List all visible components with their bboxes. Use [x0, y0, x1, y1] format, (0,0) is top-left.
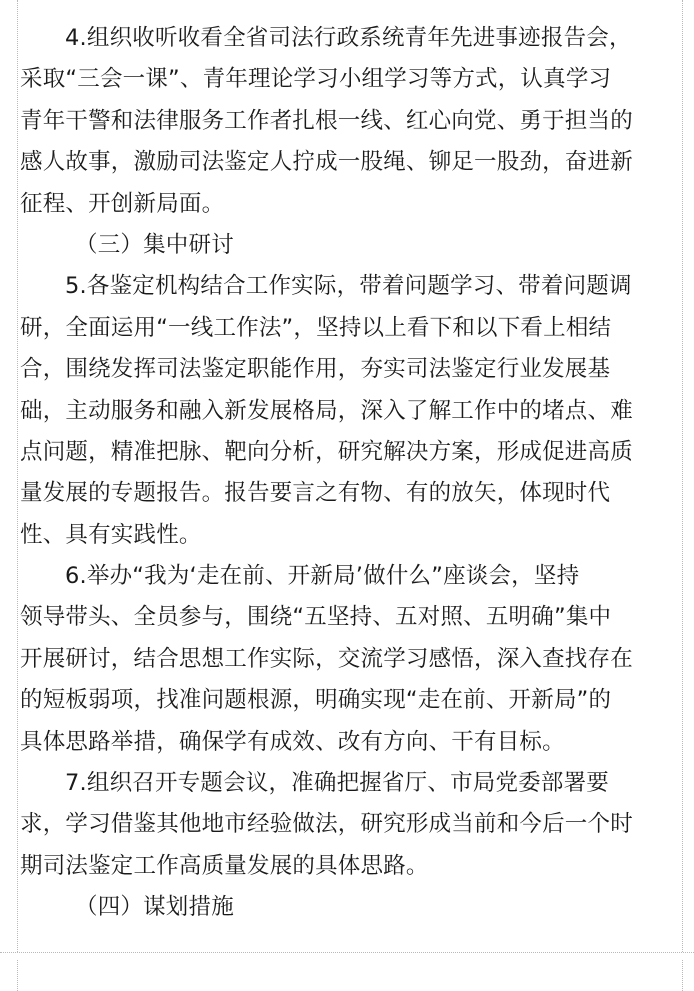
right-margin-guide: [682, 0, 683, 952]
paragraph-6-line: 领导带头、全员参与，围绕“五坚持、五对照、五明确”集中: [20, 604, 612, 631]
paragraph-7-line: 7.组织召开专题会议，准确把握省厅、市局党委部署要: [65, 770, 609, 797]
next-page-left-guide: [17, 960, 18, 991]
document-body[interactable]: [20, 18, 680, 929]
left-margin-guide: [17, 0, 18, 952]
paragraph-4-line: 征程、开创新局面。: [20, 190, 225, 217]
page-break-guide: [0, 952, 694, 953]
paragraph-5-line: 量发展的专题报告。报告要言之有物、有的放矢，体现时代: [20, 480, 611, 507]
next-page-right-guide: [682, 960, 683, 991]
paragraph-5-line: 研，全面运用“一线工作法”，坚持以上看下和以下看上相结: [20, 314, 612, 341]
paragraph-4-line: 4.组织收听收看全省司法行政系统青年先进事迹报告会，: [65, 25, 632, 51]
section-heading-4: （四）谋划措施: [75, 894, 234, 921]
paragraph-6-line: 的短板弱项，找准问题根源，明确实现“走在前、开新局”的: [20, 687, 612, 714]
paragraph-4-line: 青年干警和法律服务工作者扎根一线、红心向党、勇于担当的: [20, 107, 633, 134]
paragraph-5-line: 性、具有实践性。: [20, 521, 202, 548]
paragraph-7-line: 期司法鉴定工作高质量发展的具体思路。: [20, 852, 429, 879]
section-heading-3: （三）集中研讨: [75, 231, 234, 258]
paragraph-4-line: 感人故事，激励司法鉴定人拧成一股绳、铆足一股劲，奋进新: [20, 149, 633, 176]
paragraph-5-line: 点问题，精准把脉、靶向分析，研究解决方案，形成促进高质: [20, 438, 633, 465]
paragraph-5-line: 5.各鉴定机构结合工作实际，带着问题学习、带着问题调: [65, 273, 632, 300]
paragraph-6-line: 6.举办“我为‘走在前、开新局’做什么”座谈会，坚持: [65, 563, 580, 590]
paragraph-5-line: 础，主动服务和融入新发展格局，深入了解工作中的堵点、难: [20, 397, 633, 424]
paragraph-6-line: 开展研讨，结合思想工作实际，交流学习感悟，深入查找存在: [20, 645, 633, 672]
paragraph-4-line: 采取“三会一课”、青年理论学习小组学习等方式，认真学习: [20, 66, 612, 93]
paragraph-7-line: 求，学习借鉴其他地市经验做法，研究形成当前和今后一个时: [20, 811, 633, 838]
paragraph-5-line: 合，围绕发挥司法鉴定职能作用，夯实司法鉴定行业发展基: [20, 356, 611, 383]
paragraph-6-line: 具体思路举措，确保学有成效、改有方向、干有目标。: [20, 728, 565, 755]
